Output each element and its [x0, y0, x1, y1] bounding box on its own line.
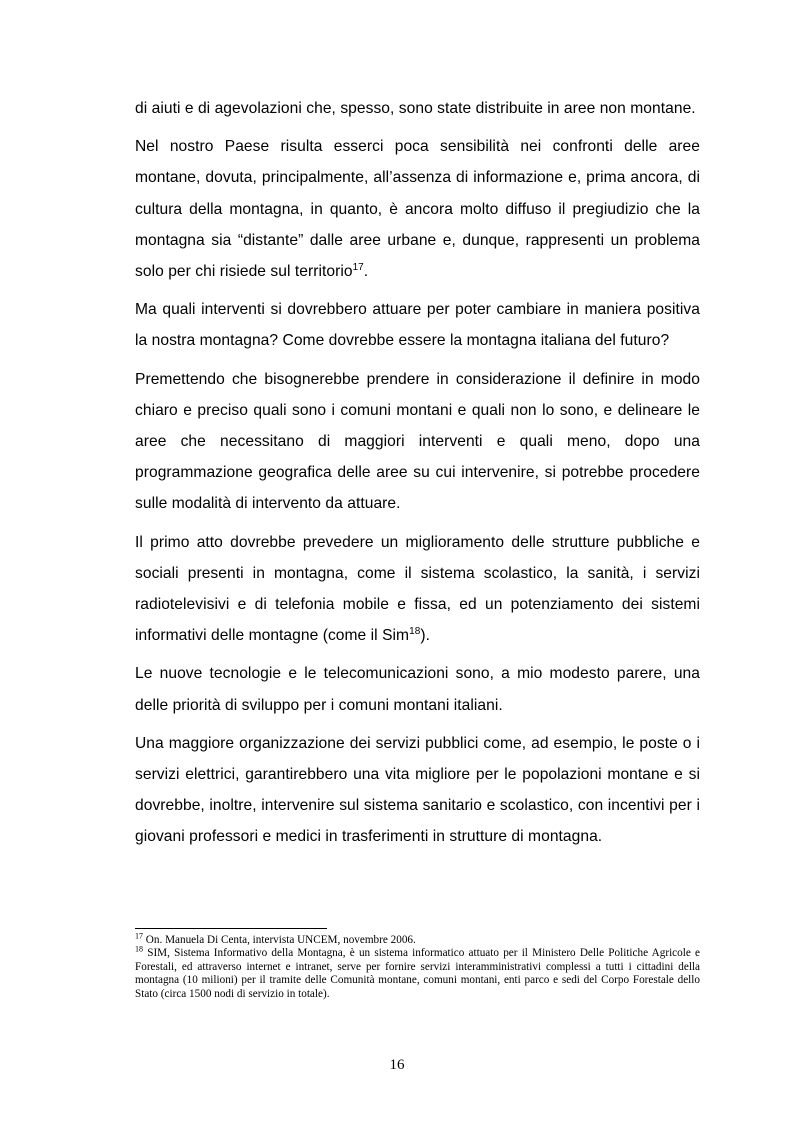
paragraph-4 [135, 364, 700, 520]
paragraph-5 [135, 527, 700, 652]
footnote-ref-17[interactable]: 17 [352, 261, 364, 273]
footnotes-block [135, 931, 700, 1001]
paragraph-2-text: Nel nostro Paese risulta esserci poca sensibilità nei confronti delle aree montane, dovuta, principalmente, all’assenza di informazione e, prima ancora, di cultura della montagna, in quanto, è ancora molto diffuso il pregiudizio che la montagna sia “distante” dalle aree urbane e, dunque, rappresenti un problema solo per chi risiede sul territorio [135, 138, 700, 281]
paragraph-1 [135, 93, 700, 124]
footnote-17-number: 17 [135, 931, 143, 941]
page-number: 16 [389, 1057, 405, 1073]
footnote-separator [135, 928, 327, 929]
paragraph-1-text: di aiuti e di agevolazioni che, spesso, sono state distribuite in aree non montane. [135, 100, 696, 117]
paragraph-5-tail: ). [420, 627, 430, 645]
footnote-17 [135, 931, 700, 947]
footnote-17-text: On. Manuela Di Centa, intervista UNCEM, novembre 2006. [143, 934, 416, 946]
paragraph-6 [135, 658, 700, 720]
footnote-18 [135, 944, 700, 1001]
paragraph-7 [135, 728, 700, 853]
main-text-block [135, 93, 700, 860]
paragraph-7-text: Una maggiore organizzazione dei servizi pubblici come, ad esempio, le poste o i servizi elettrici, garantirebbero una vita migliore per le popolazioni montane e si dovrebbe, inoltre, intervenire sul sistema sanitario e scolastico, con incentivi per i giovani professori e medici in trasferimenti in strutture di montagna. [135, 734, 700, 846]
paragraph-2 [135, 131, 700, 287]
footnote-ref-18[interactable]: 18 [409, 626, 421, 638]
footnote-18-text: SIM, Sistema Informativo della Montagna, è un sistema informatico attuato per il Ministero Delle Politiche Agricole e Forestali, ed attraverso internet e intranet, serve per fornire servizi interamministrativi complessi a tutti i cittadini della montagna (10 milioni) per il tramite delle Comunità montane, comuni montani, enti parco e sedi del Corpo Forestale dello Stato (circa 1500 nodi di servizio in totale). [135, 947, 700, 1000]
paragraph-5-text: Il primo atto dovrebbe prevedere un miglioramento delle strutture pubbliche e sociali presenti in montagna, come il sistema scolastico, la sanità, i servizi radiotelevisivi e di telefonia mobile e fissa, ed un potenziamento dei sistemi informativi delle montagne (come il Sim [135, 533, 700, 645]
paragraph-4-text: Premettendo che bisognerebbe prendere in considerazione il definire in modo chiaro e preciso quali sono i comuni montani e quali non lo sono, e delineare le aree che necessitano di maggiori interventi e quali meno, dopo una programmazione geografica delle aree su cui intervenire, si potrebbe procedere sulle modalità di intervento da attuare. [135, 370, 700, 513]
paragraph-2-tail: . [363, 263, 369, 281]
paragraph-3 [135, 294, 700, 356]
paragraph-6-text: Le nuove tecnologie e le telecomunicazioni sono, a mio modesto parere, una delle priorità di sviluppo per i comuni montani italiani. [135, 665, 700, 714]
paragraph-3-text: Ma quali interventi si dovrebbero attuare per poter cambiare in maniera positiva la nostra montagna? Come dovrebbe essere la montagna italiana del futuro? [135, 301, 700, 350]
footnote-18-number: 18 [135, 944, 143, 954]
